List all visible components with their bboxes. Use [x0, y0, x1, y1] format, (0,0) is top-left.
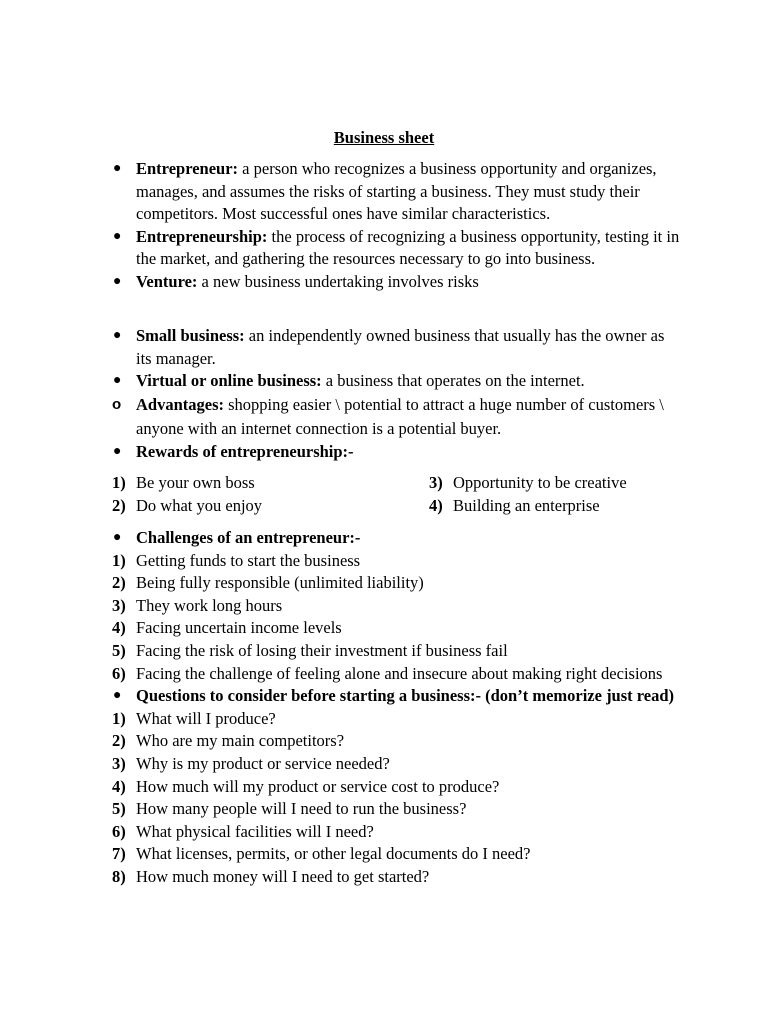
list-item: 7) What licenses, permits, or other legal documents do I need? — [112, 844, 531, 864]
list-item: 2) Who are my main competitors? — [112, 731, 345, 751]
list-item: 1) Be your own boss — [112, 473, 255, 492]
list-item: 1) What will I produce? — [112, 708, 276, 728]
list-item: ● Small business: an independently owned business that usually has the owner as its manager. — [113, 326, 665, 368]
bullet-icon: ● — [113, 273, 122, 289]
list-item: 4) Facing uncertain income levels — [112, 618, 342, 638]
bullet-icon: ● — [113, 328, 122, 343]
bullet-icon: ● — [113, 228, 122, 244]
list-item: 5) Facing the risk of losing their investment if business fail — [112, 640, 508, 660]
list-item: ● Entrepreneurship: the process of recognizing a business opportunity, testing it in the market, and gathering the resources necessary to go into business. — [113, 226, 680, 269]
business-types-list — [108, 325, 680, 463]
list-item: 4) How much will my product or service cost to produce? — [112, 776, 500, 796]
list-item-advantages: o Advantages: shopping easier \ potential to attract a huge number of customers \ anyone with an internet connection is a potential buyer. — [112, 394, 664, 438]
bullet-icon: ● — [113, 443, 122, 459]
list-item: 3) Opportunity to be creative — [429, 473, 627, 492]
list-item: 3) Why is my product or service needed? — [112, 753, 390, 773]
list-item: 6) What physical facilities will I need? — [112, 821, 374, 841]
circle-bullet-icon: o — [112, 395, 122, 413]
list-item-challenges-heading: ● Challenges of an entrepreneur:- — [108, 527, 680, 550]
list-item: 8) How much money will I need to get started? — [112, 866, 430, 886]
list-item-questions-heading: ● Questions to consider before starting a business:- (don’t memorize just read) — [108, 685, 680, 708]
bullet-icon: ● — [113, 688, 122, 704]
list-item: 5) How many people will I need to run the business? — [112, 799, 467, 819]
challenges-list — [108, 527, 680, 889]
list-item: 2) Do what you enjoy — [112, 495, 263, 515]
bullet-icon: ● — [113, 530, 122, 545]
list-item: 6) Facing the challenge of feeling alone and insecure about making right decisions — [112, 663, 663, 683]
list-item: ● Virtual or online business: a business that operates on the internet. — [108, 370, 680, 393]
list-item-rewards-heading: ● Rewards of entrepreneurship:- — [108, 441, 680, 464]
definitions-list — [108, 158, 680, 294]
bullet-icon: ● — [113, 161, 122, 176]
document-title: Business sheet — [333, 128, 435, 147]
bullet-icon: ● — [113, 373, 122, 389]
list-item: ● Venture: a new business undertaking involves risks — [108, 271, 680, 294]
list-item: 3) They work long hours — [112, 595, 283, 615]
list-item: 2) Being fully responsible (unlimited liability) — [112, 573, 424, 593]
list-item: 4) Building an enterprise — [429, 495, 600, 515]
list-item: ● Entrepreneur: a person who recognizes a business opportunity and organizes, manages, and assumes the risks of starting a business. They must study their competitors. Most successful ones have similar characteristics. — [113, 159, 657, 224]
list-item: 1) Getting funds to start the business — [112, 550, 361, 570]
